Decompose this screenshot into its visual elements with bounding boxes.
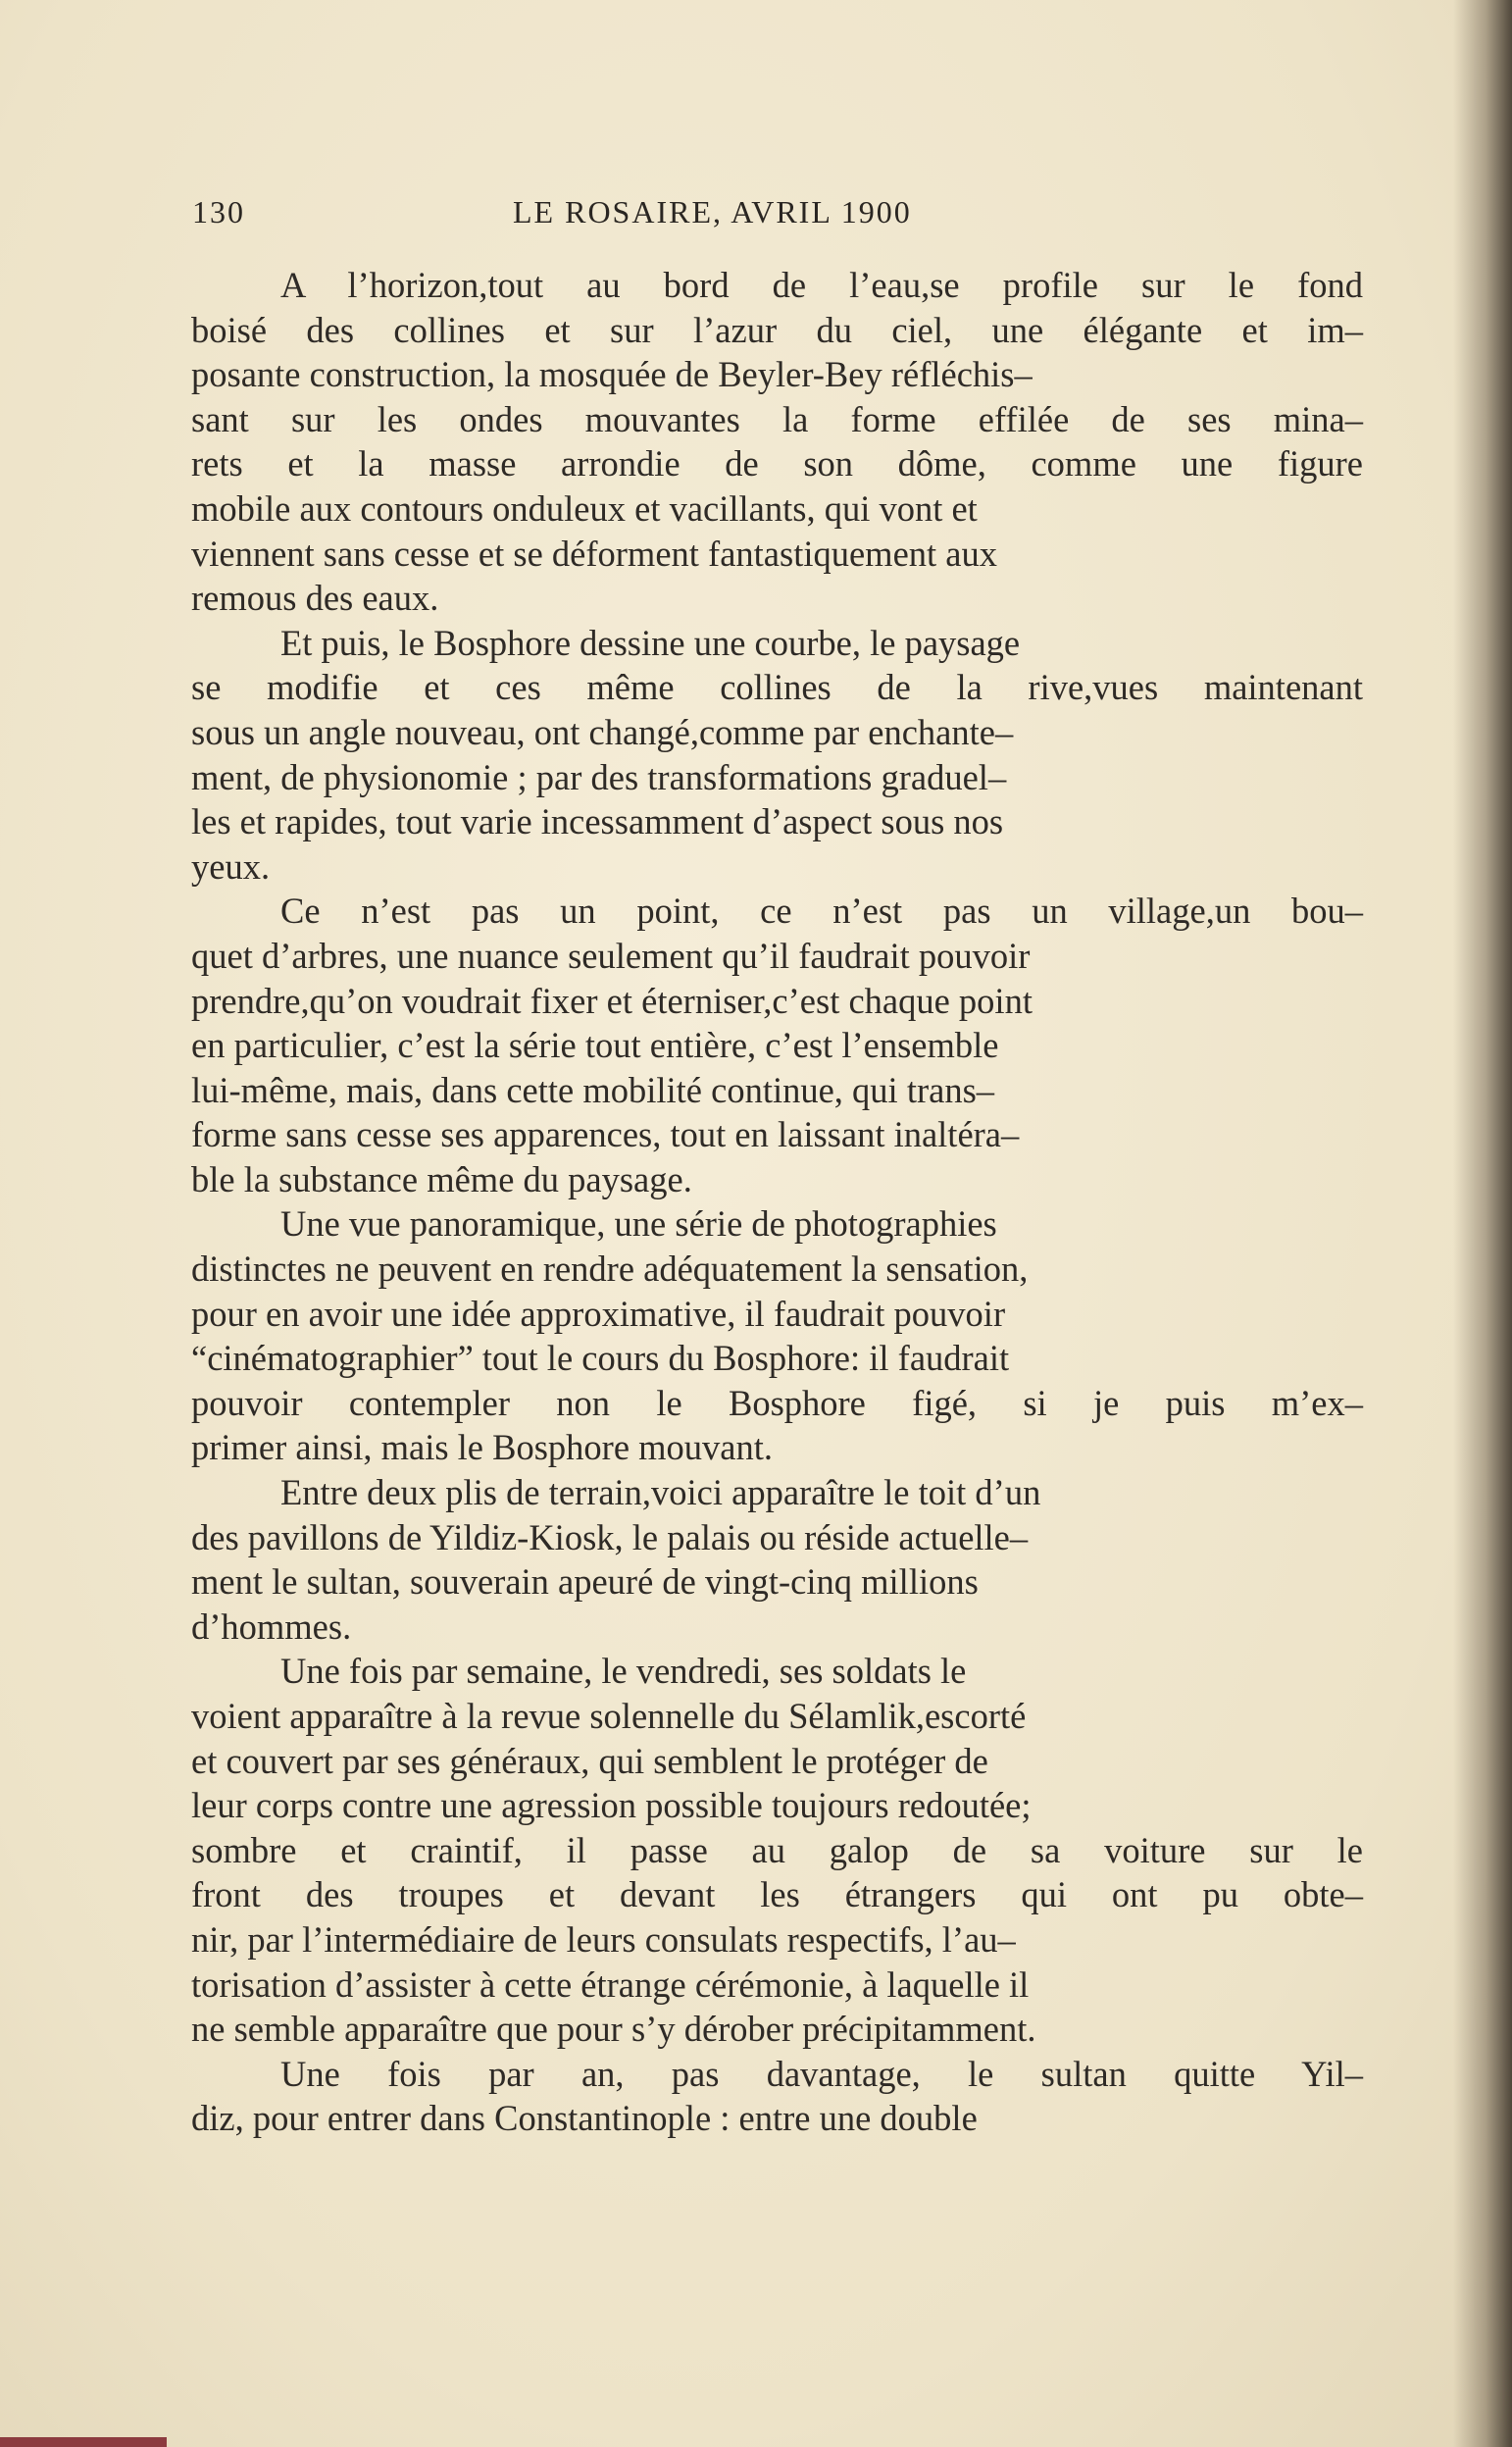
text-line: rets et la masse arrondie de son dôme, comme une figure [191, 443, 1363, 484]
page-gutter-shadow [1453, 0, 1512, 2447]
text-line: “cinématographier” tout le cours du Bosphore: il faudrait [191, 1338, 1010, 1379]
text-line: boisé des collines et sur l’azur du ciel, une élégante et im– [191, 309, 1363, 350]
text-line: Une vue panoramique, une série de photographies [280, 1203, 997, 1245]
text-line: ment, de physionomie ; par des transformations graduel– [191, 756, 1007, 797]
text-line: d’hommes. [191, 1606, 352, 1647]
text-line: ment le sultan, souverain apeuré de vingt-cinq millions [191, 1561, 979, 1603]
text-line: se modifie et ces même collines de la rive,vues maintenant [191, 667, 1363, 708]
text-line: distinctes ne peuvent en rendre adéquatement la sensation, [191, 1249, 1029, 1290]
text-line: en particulier, c’est la série tout entière, c’est l’ensemble [191, 1025, 999, 1066]
text-line: Et puis, le Bosphore dessine une courbe, le paysage [280, 622, 1021, 663]
text-line: Une fois par semaine, le vendredi, ses soldats le [280, 1651, 967, 1692]
text-line: remous des eaux. [191, 578, 439, 619]
text-line: diz, pour entrer dans Constantinople : entre une double [191, 2098, 978, 2139]
text-line: posante construction, la mosquée de Beyler-Bey réfléchis– [191, 354, 1033, 395]
text-line: pour en avoir une idée approximative, il faudrait pouvoir [191, 1293, 1006, 1334]
text-line: sombre et craintif, il passe au galop de sa voiture sur le [191, 1829, 1363, 1870]
text-line: A l’horizon,tout au bord de l’eau,se profile sur le fond [280, 265, 1363, 305]
text-line: lui-même, mais, dans cette mobilité continue, qui trans– [191, 1069, 995, 1110]
text-line: forme sans cesse ses apparences, tout en laissant inaltéra– [191, 1114, 1020, 1155]
text-line: pouvoir contempler non le Bosphore figé, si je puis m’ex– [191, 1382, 1363, 1423]
text-line: ble la substance même du paysage. [191, 1158, 692, 1199]
text-line: prendre,qu’on voudrait fixer et éterniser,c’est chaque point [191, 980, 1033, 1021]
text-line: nir, par l’intermédiaire de leurs consulats respectifs, l’au– [191, 1918, 1016, 1960]
page-header [192, 194, 1369, 233]
text-line: ne semble apparaître que pour s’y dérober précipitamment. [191, 2009, 1036, 2050]
page-edge-strip [0, 2437, 167, 2447]
text-line: quet d’arbres, une nuance seulement qu’il faudrait pouvoir [191, 935, 1031, 976]
page-number: 130 [192, 194, 245, 229]
text-line: les et rapides, tout varie incessamment d’aspect sous nos [191, 801, 1004, 842]
text-line: front des troupes et devant les étrangers qui ont pu obte– [191, 1874, 1363, 1915]
running-head: LE ROSAIRE, AVRIL 1900 [513, 194, 912, 229]
text-line: mobile aux contours onduleux et vacillants, qui vont et [191, 487, 978, 529]
text-line: Une fois par an, pas davantage, le sultan quitte Yil– [280, 2053, 1363, 2094]
text-line: primer ainsi, mais le Bosphore mouvant. [191, 1427, 774, 1468]
text-line: sous un angle nouveau, ont changé,comme par enchante– [191, 711, 1014, 752]
body-text [191, 263, 1363, 2141]
text-line: sant sur les ondes mouvantes la forme effilée de ses mina– [191, 398, 1363, 439]
text-line: Entre deux plis de terrain,voici apparaître le toit d’un [280, 1472, 1041, 1513]
text-line: Ce n’est pas un point, ce n’est pas un village,un bou– [280, 891, 1363, 932]
text-line: leur corps contre une agression possible toujours redoutée; [191, 1785, 1032, 1826]
text-line: et couvert par ses généraux, qui semblent le protéger de [191, 1740, 988, 1781]
text-line: viennent sans cesse et se déforment fantastiquement aux [191, 533, 997, 574]
text-line: yeux. [191, 845, 271, 887]
text-line: des pavillons de Yildiz-Kiosk, le palais ou réside actuelle– [191, 1516, 1029, 1557]
text-line: voient apparaître à la revue solennelle du Sélamlik,escorté [191, 1696, 1027, 1736]
text-line: torisation d’assister à cette étrange cérémonie, à laquelle il [191, 1963, 1030, 2005]
